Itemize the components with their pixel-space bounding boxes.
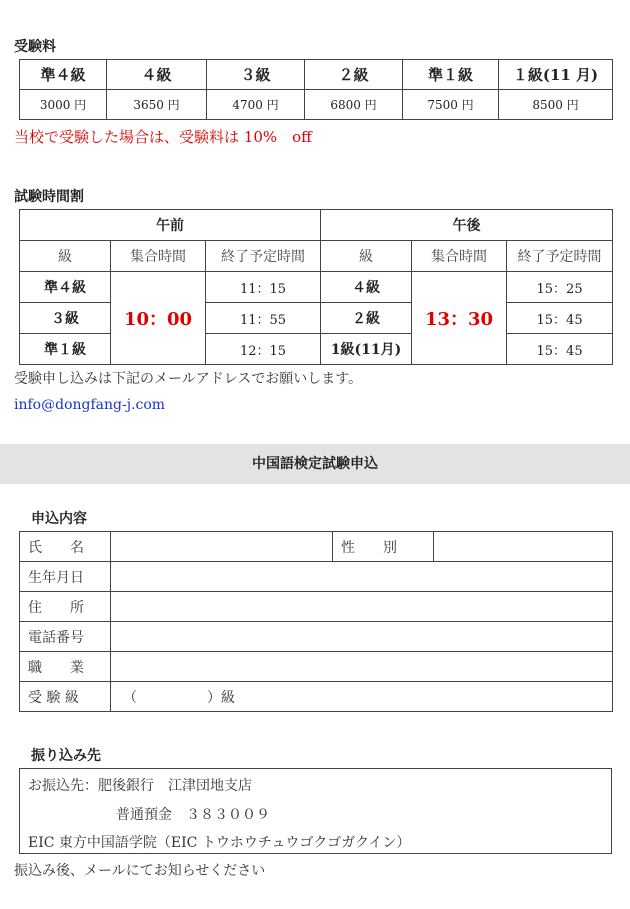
birth-field[interactable] xyxy=(111,562,613,592)
application-banner: 中国語検定試験申込 xyxy=(0,444,630,484)
form-row-phone xyxy=(20,622,613,652)
fee-price-cell: 7500 円 xyxy=(403,90,499,120)
pm-end-time: 15：25 xyxy=(507,272,613,303)
fee-price-cell: 6800 円 xyxy=(305,90,403,120)
name-field[interactable] xyxy=(111,532,333,562)
fee-grade-cell: ４級 xyxy=(107,60,207,90)
address-label: 住 所 xyxy=(20,592,111,622)
form-row-birth xyxy=(20,562,613,592)
form-row-name xyxy=(20,532,613,562)
contact-text: 受験申し込みは下記のメールアドレスでお願いします。 xyxy=(14,371,363,387)
col-grade: 級 xyxy=(321,241,412,272)
job-field[interactable] xyxy=(111,652,613,682)
fee-grade-cell: ２級 xyxy=(305,60,403,90)
form-row-job xyxy=(20,652,613,682)
job-label: 職 業 xyxy=(20,652,111,682)
fee-price-cell: 8500 円 xyxy=(499,90,613,120)
application-form-table xyxy=(19,531,613,712)
pm-label: 午後 xyxy=(321,210,613,241)
transfer-holder: EIC 東方中国語学院（EIC トウホウチュウゴクゴガクイン） xyxy=(28,835,411,851)
fee-grade-cell: 準１級 xyxy=(403,60,499,90)
transfer-box xyxy=(19,768,612,854)
am-end-time: 11：55 xyxy=(206,303,321,334)
phone-label: 電話番号 xyxy=(20,622,111,652)
transfer-after-note: 振込み後、メールにてお知らせください xyxy=(14,863,266,879)
fee-price-cell: 4700 円 xyxy=(207,90,305,120)
phone-field[interactable] xyxy=(111,622,613,652)
transfer-bank: お振込先：肥後銀行 江津団地支店 xyxy=(28,778,252,794)
am-grade: 準４級 xyxy=(20,272,111,303)
name-label: 氏 名 xyxy=(20,532,111,562)
pm-grade: ４級 xyxy=(321,272,412,303)
gender-field[interactable] xyxy=(434,532,613,562)
birth-label: 生年月日 xyxy=(20,562,111,592)
col-gather: 集合時間 xyxy=(412,241,507,272)
fee-grade-cell: １級(11 月) xyxy=(499,60,613,90)
schedule-row xyxy=(20,334,613,365)
contact-email-link[interactable]: info@dongfang-j.com xyxy=(14,397,166,413)
fee-grade-cell: 準４級 xyxy=(20,60,107,90)
form-row-grade xyxy=(20,682,613,712)
fee-grade-row xyxy=(20,60,613,90)
schedule-table xyxy=(19,209,613,365)
pm-grade: 1級(11月) xyxy=(321,334,412,365)
form-row-address xyxy=(20,592,613,622)
am-end-time: 11：15 xyxy=(206,272,321,303)
schedule-row xyxy=(20,303,613,334)
am-grade: 準１級 xyxy=(20,334,111,365)
schedule-half-row xyxy=(20,210,613,241)
schedule-header-row xyxy=(20,241,613,272)
am-end-time: 12：15 xyxy=(206,334,321,365)
fee-grade-cell: ３級 xyxy=(207,60,305,90)
fee-price-cell: 3650 円 xyxy=(107,90,207,120)
schedule-heading: 試験時間割 xyxy=(14,189,84,205)
pm-gather-time: 13：30 xyxy=(412,272,507,365)
pm-end-time: 15：45 xyxy=(507,334,613,365)
discount-notice: 当校で受験した場合は、受験料は 10% off xyxy=(14,128,312,146)
col-grade: 級 xyxy=(20,241,111,272)
transfer-account: 普通預金 ３８３００９ xyxy=(116,807,270,823)
schedule-row xyxy=(20,272,613,303)
col-gather: 集合時間 xyxy=(111,241,206,272)
col-end: 終了予定時間 xyxy=(206,241,321,272)
am-grade: ３級 xyxy=(20,303,111,334)
grade-label: 受 験 級 xyxy=(20,682,111,712)
col-end: 終了予定時間 xyxy=(507,241,613,272)
fee-heading: 受験料 xyxy=(14,39,56,55)
grade-field[interactable]: （ ）級 xyxy=(111,682,613,712)
transfer-heading: 振り込み先 xyxy=(31,748,101,764)
application-heading: 申込内容 xyxy=(31,511,87,527)
am-label: 午前 xyxy=(20,210,321,241)
fee-table xyxy=(19,59,613,120)
fee-price-cell: 3000 円 xyxy=(20,90,107,120)
pm-end-time: 15：45 xyxy=(507,303,613,334)
fee-price-row xyxy=(20,90,613,120)
am-gather-time: 10：00 xyxy=(111,272,206,365)
pm-grade: ２級 xyxy=(321,303,412,334)
gender-label: 性 別 xyxy=(333,532,434,562)
address-field[interactable] xyxy=(111,592,613,622)
